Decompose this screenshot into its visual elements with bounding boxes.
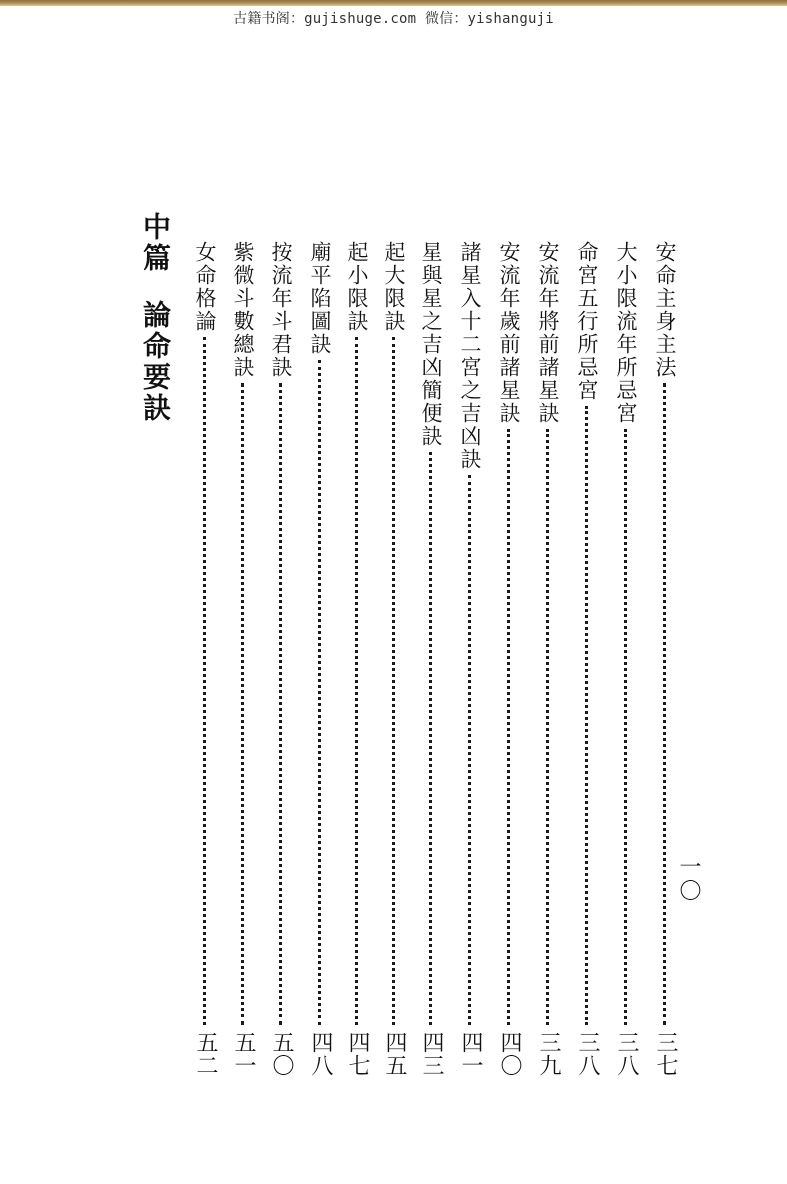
toc-entry-page: 四〇 bbox=[497, 1031, 522, 1077]
toc-leader-dots bbox=[663, 383, 666, 1025]
toc-leader-dots bbox=[355, 337, 358, 1025]
toc-entry[interactable] bbox=[416, 241, 446, 1081]
toc-entry-title: 按流年斗君訣 bbox=[269, 241, 293, 379]
toc-leader-dots bbox=[203, 337, 206, 1025]
toc-entry-page: 四八 bbox=[308, 1031, 333, 1077]
toc-entry-title: 起小限訣 bbox=[345, 241, 369, 333]
page-number: 一〇 bbox=[676, 855, 701, 903]
section-title: 論命要訣 bbox=[139, 300, 172, 424]
top-border bbox=[0, 0, 787, 6]
toc-leader-dots bbox=[624, 429, 627, 1025]
toc-entry[interactable] bbox=[305, 241, 335, 1081]
toc-entry-page: 四七 bbox=[345, 1031, 370, 1077]
toc-entry[interactable] bbox=[572, 241, 602, 1081]
toc-entry[interactable] bbox=[650, 241, 680, 1081]
toc-entry-title: 安流年歲前諸星訣 bbox=[497, 241, 521, 425]
toc-entry-title: 星與星之吉凶簡便訣 bbox=[419, 241, 443, 448]
toc-entry-title: 女命格論 bbox=[193, 241, 217, 333]
toc-leader-dots bbox=[507, 429, 510, 1025]
toc-entry-title: 廟平陷圖訣 bbox=[308, 241, 332, 356]
toc-leader-dots bbox=[468, 475, 471, 1025]
toc-entry-page: 五二 bbox=[193, 1031, 218, 1077]
toc-entry-title: 紫微斗數總訣 bbox=[231, 241, 255, 379]
section-part: 中篇 bbox=[139, 212, 172, 274]
toc-entry-title: 安命主身主法 bbox=[653, 241, 677, 379]
section-heading bbox=[138, 212, 172, 424]
toc-entry-title: 起大限訣 bbox=[382, 241, 406, 333]
toc-entry-page: 三八 bbox=[575, 1031, 600, 1077]
toc-leader-dots bbox=[585, 406, 588, 1025]
toc-entry-title: 命宮五行所忌宮 bbox=[575, 241, 599, 402]
toc-leader-dots bbox=[241, 383, 244, 1025]
toc-entry-title: 諸星入十二宮之吉凶訣 bbox=[458, 241, 482, 471]
toc-entry-page: 五一 bbox=[231, 1031, 256, 1077]
toc-entry[interactable] bbox=[266, 241, 296, 1081]
toc-entry[interactable] bbox=[533, 241, 563, 1081]
toc-leader-dots bbox=[546, 429, 549, 1025]
toc-entry-page: 四五 bbox=[382, 1031, 407, 1077]
toc-entry[interactable] bbox=[228, 241, 258, 1081]
toc-entry-title: 安流年將前諸星訣 bbox=[536, 241, 560, 425]
toc-leader-dots bbox=[429, 452, 432, 1025]
toc-entry-page: 五〇 bbox=[269, 1031, 294, 1077]
toc-leader-dots bbox=[279, 383, 282, 1025]
toc-entry-page: 四一 bbox=[458, 1031, 483, 1077]
toc-entry-page: 三九 bbox=[536, 1031, 561, 1077]
toc-entry-title: 大小限流年所忌宮 bbox=[614, 241, 638, 425]
toc-entry[interactable] bbox=[342, 241, 372, 1081]
watermark-text: 古籍书阁：gujishuge.com 微信：yishanguji bbox=[233, 11, 554, 27]
toc-entry[interactable] bbox=[494, 241, 524, 1081]
toc-entry-page: 三七 bbox=[653, 1031, 678, 1077]
toc-entry[interactable] bbox=[611, 241, 641, 1081]
toc-entry-page: 四三 bbox=[419, 1031, 444, 1077]
toc-leader-dots bbox=[318, 360, 321, 1025]
toc-entry-page: 三八 bbox=[614, 1031, 639, 1077]
toc-leader-dots bbox=[392, 337, 395, 1025]
toc-entry[interactable] bbox=[190, 241, 220, 1081]
toc-entry[interactable] bbox=[379, 241, 409, 1081]
toc-entry[interactable] bbox=[455, 241, 485, 1081]
